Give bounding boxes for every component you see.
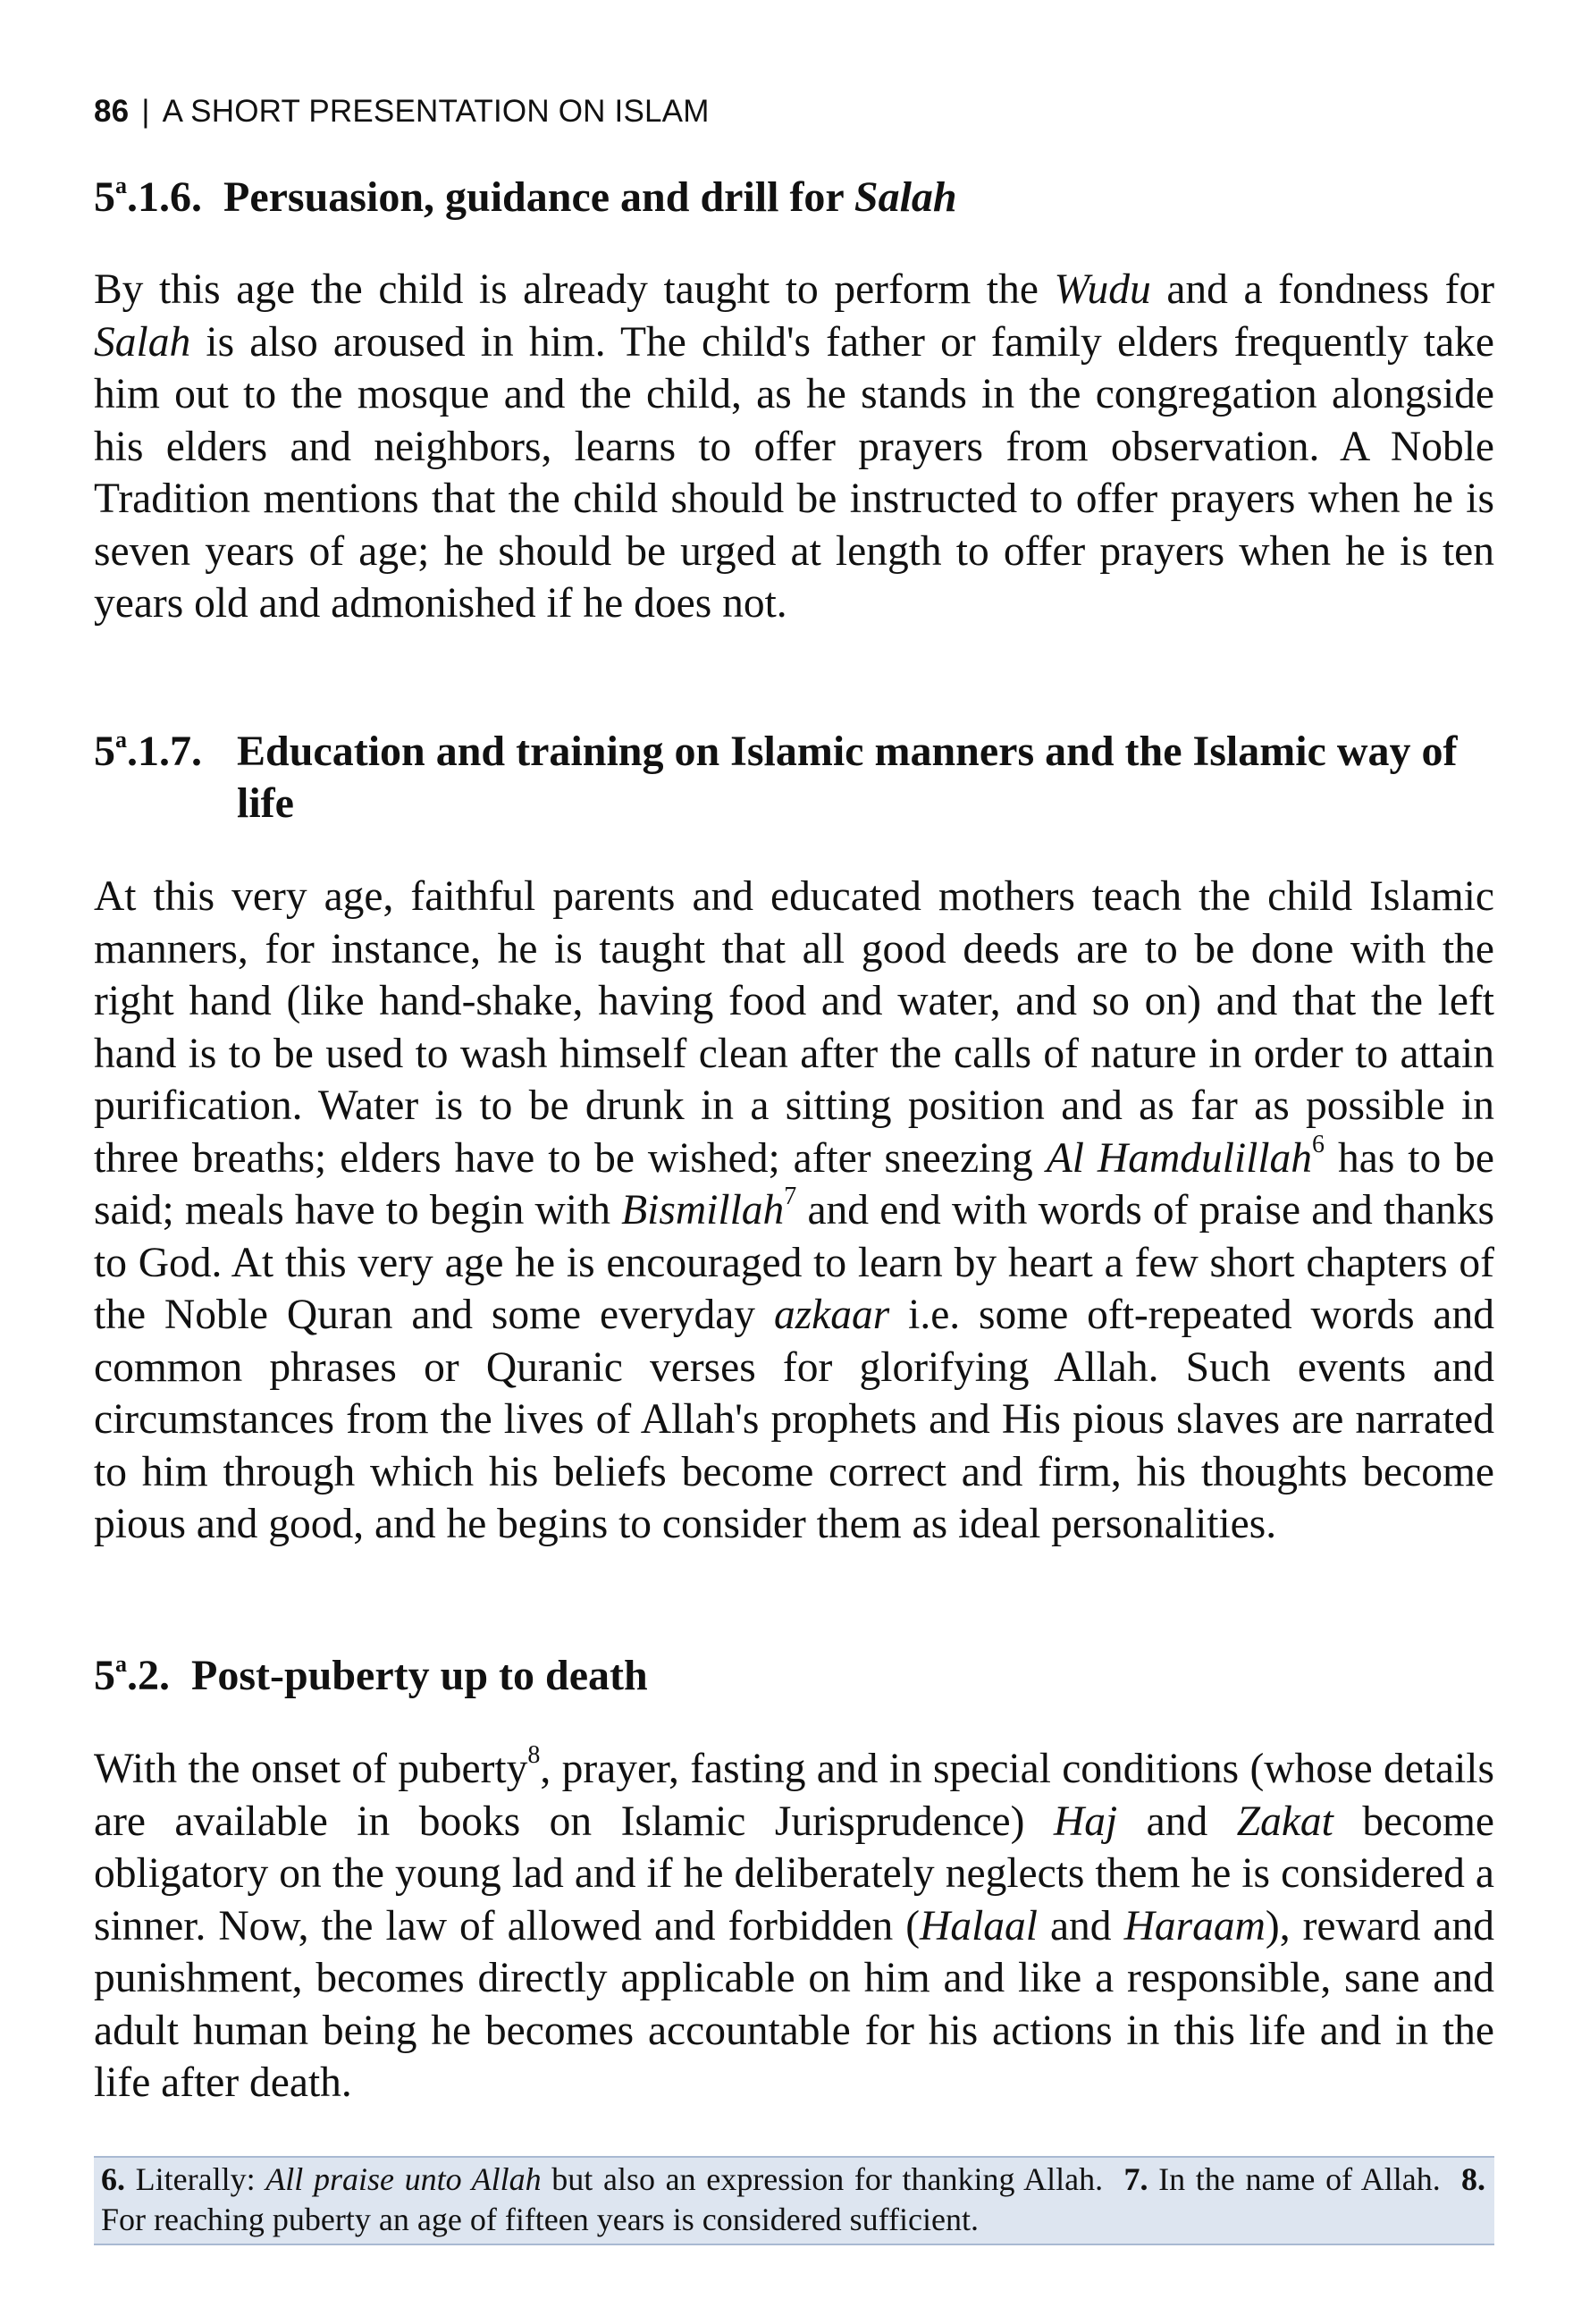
footnotes-box: [94, 2156, 1494, 2245]
footnote-ref-8: 8: [527, 1741, 541, 1769]
footnote-ref-6: 6: [1312, 1130, 1325, 1158]
section-number: 5$^a$.1.6.: [94, 173, 202, 221]
footnote-6: 6. Literally: All praise unto Allah but also an expression for thanking Allah.: [101, 2161, 1104, 2197]
paragraph-post-puberty: With the onset of puberty$^8$, prayer, fasting and in special conditions (whose details are available in books on Islamic Jurisprudence) Haj and Zakat become obligatory on the young lad and if he deliberately neglects them he is considered a sinner. Now, the law of allowed and forbidden (Halaal and Haraam), reward and punishment, becomes directly applicable on him and like a responsible, sane and adult human being he becomes accountable for his actions in this life and in the life after death.: [94, 1741, 1495, 2106]
footnote-ref-7: 7: [784, 1183, 797, 1210]
footnote-8: 8. For reaching puberty an age of fifteen years is considered sufficient.: [101, 2161, 1486, 2237]
section-title: Education and training on Islamic manners and the Islamic way of life: [237, 728, 1458, 827]
section-heading-5a-2: [94, 1650, 1494, 1702]
section-number: 5$^a$.1.7.: [94, 727, 202, 775]
paragraph-islamic-manners: At this very age, faithful parents and educated mothers teach the child Islamic manners, for instance, he is taught that all good deeds are to be done with the right hand (like hand-shake, having food and water, and so on) and that the left hand is to be used to wash himself clean after the calls of nature in order to attain purification. Water is to be drunk in a sitting position and as far as possible in three breaths; elders have to be wished; after sneezing Al Hamdulillah$^6$ has to be said; meals have to begin with Bismillah$^7$ and end with words of praise and thanks to God. At this very age he is encouraged to learn by heart a few short chapters of the Noble Quran and some everyday azkaar i.e. some oft-repeated words and common phrases or Quranic verses for glorifying Allah. Such events and circumstances from the lives of Allah's prophets and His pious slaves are narrated to him through which his beliefs become correct and firm, his thoughts become pious and good, and he begins to consider them as ideal personalities.: [94, 873, 1495, 1547]
section-title-italic: Salah: [854, 173, 957, 221]
book-title: A SHORT PRESENTATION ON ISLAM: [162, 94, 710, 129]
section-heading-5a-1-6: [94, 172, 1494, 223]
section-title: Post-puberty up to death: [191, 1652, 648, 1699]
page-number: 86: [94, 94, 130, 129]
running-header: [94, 94, 710, 130]
header-separator: |: [141, 94, 150, 129]
footnote-7: 7. In the name of Allah.: [1123, 2161, 1441, 2197]
paragraph-salah: By this age the child is already taught to perform the Wudu and a fondness for Salah is also aroused in him. The child's father or family elders frequently take him out to the mosque and the child, as he stands in the congregation alongside his elders and neighbors, learns to offer prayers from observation. A Noble Tradition mentions that the child should be instructed to offer prayers when he is seven years of age; he should be urged at length to offer prayers when he is ten years old and admonished if he does not.: [94, 266, 1495, 627]
section-heading-5a-1-7: [94, 726, 1494, 829]
section-title: Persuasion, guidance and drill for: [223, 173, 844, 221]
section-number: 5$^a$.2.: [94, 1651, 170, 1699]
